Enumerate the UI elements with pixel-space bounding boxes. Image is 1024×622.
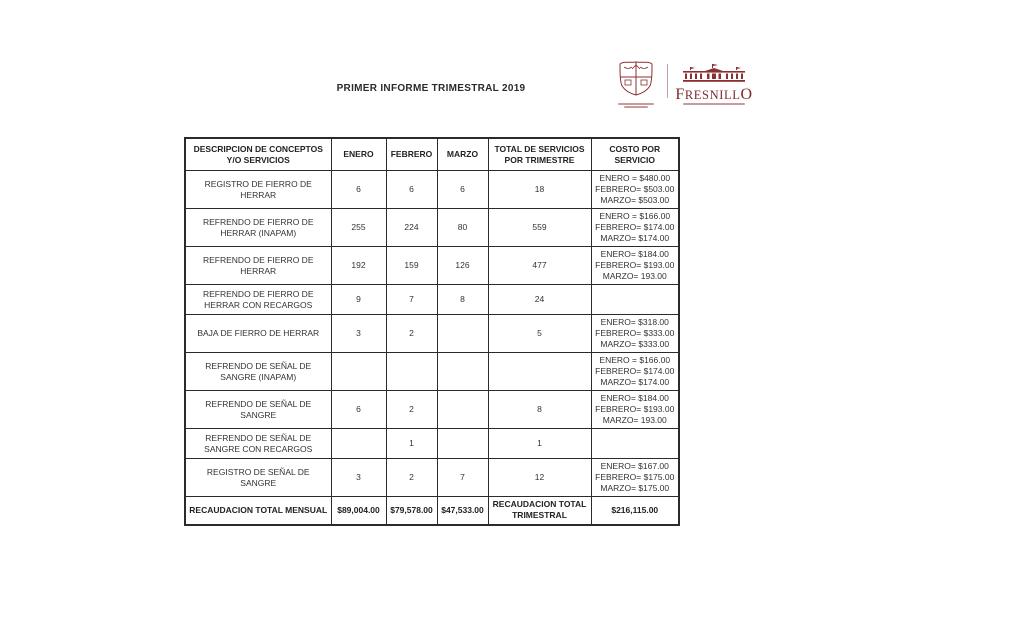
cell-concept: REFRENDO DE SEÑAL DE SANGRE <box>185 391 331 429</box>
cell-enero <box>331 429 386 459</box>
cost-line: MARZO= $333.00 <box>600 339 670 349</box>
cost-line: ENERO= $167.00 <box>600 461 669 471</box>
column-header-total: TOTAL DE SERVICIOS POR TRIMESTRE <box>488 138 591 171</box>
cell-concept: REGISTRO DE SEÑAL DE SANGRE <box>185 459 331 497</box>
cell-concept: REFRENDO DE SEÑAL DE SANGRE (INAPAM) <box>185 353 331 391</box>
total-trimestral-label: RECAUDACION TOTAL TRIMESTRAL <box>488 497 591 525</box>
municipal-logo <box>610 58 760 110</box>
cell-concept: REGISTRO DE FIERRO DE HERRAR <box>185 171 331 209</box>
crest-caption <box>610 103 662 108</box>
column-header-enero: ENERO <box>331 138 386 171</box>
cell-marzo <box>437 391 488 429</box>
cell-concept: REFRENDO DE FIERRO DE HERRAR (INAPAM) <box>185 209 331 247</box>
cell-enero: 3 <box>331 315 386 353</box>
table-row <box>185 315 679 353</box>
cell-marzo <box>437 429 488 459</box>
total-febrero: $79,578.00 <box>386 497 437 525</box>
cell-costs <box>591 429 679 459</box>
table-row <box>185 353 679 391</box>
cell-total <box>488 353 591 391</box>
cell-total: 1 <box>488 429 591 459</box>
logo-divider <box>667 64 668 98</box>
cell-enero: 6 <box>331 391 386 429</box>
cell-enero: 192 <box>331 247 386 285</box>
total-row <box>185 497 679 525</box>
cost-line: ENERO= $184.00 <box>600 393 669 403</box>
logo-caption <box>683 103 745 105</box>
cell-enero <box>331 353 386 391</box>
cell-costs <box>591 315 679 353</box>
cell-febrero: 2 <box>386 315 437 353</box>
cell-costs <box>591 285 679 315</box>
cost-line: ENERO = $166.00 <box>599 355 671 365</box>
table-row <box>185 459 679 497</box>
report-table <box>184 137 680 526</box>
crest-icon <box>614 59 658 97</box>
cell-costs <box>591 247 679 285</box>
cost-line: MARZO= $503.00 <box>600 195 670 205</box>
cell-total: 559 <box>488 209 591 247</box>
cell-concept: REFRENDO DE FIERRO DE HERRAR <box>185 247 331 285</box>
cost-line: FEBRERO= $193.00 <box>595 260 675 270</box>
cell-costs <box>591 209 679 247</box>
cell-marzo: 126 <box>437 247 488 285</box>
cost-line: MARZO= 193.00 <box>602 415 667 425</box>
cell-enero: 255 <box>331 209 386 247</box>
cell-concept: REFRENDO DE SEÑAL DE SANGRE CON RECARGOS <box>185 429 331 459</box>
cell-total: 12 <box>488 459 591 497</box>
table-row <box>185 391 679 429</box>
cost-line: MARZO= $174.00 <box>600 377 670 387</box>
cell-concept: REFRENDO DE FIERRO DE HERRAR CON RECARGOS <box>185 285 331 315</box>
total-row-label: RECAUDACION TOTAL MENSUAL <box>185 497 331 525</box>
crest <box>610 59 662 109</box>
cell-enero: 3 <box>331 459 386 497</box>
header-row <box>185 138 679 171</box>
cell-costs <box>591 391 679 429</box>
cost-line: ENERO = $480.00 <box>599 173 671 183</box>
cost-line: FEBRERO= $193.00 <box>595 404 675 414</box>
cost-line: MARZO= $174.00 <box>600 233 670 243</box>
total-enero: $89,004.00 <box>331 497 386 525</box>
cost-line: MARZO= $175.00 <box>600 483 670 493</box>
table-row <box>185 209 679 247</box>
cell-febrero: 2 <box>386 459 437 497</box>
cost-line: FEBRERO= $175.00 <box>595 472 675 482</box>
table-row <box>185 247 679 285</box>
table-row <box>185 171 679 209</box>
column-header-febrero: FEBRERO <box>386 138 437 171</box>
column-header-costo: COSTO POR SERVICIO <box>591 138 679 171</box>
table-row <box>185 285 679 315</box>
cell-concept: BAJA DE FIERRO DE HERRAR <box>185 315 331 353</box>
cell-marzo <box>437 353 488 391</box>
cell-marzo: 6 <box>437 171 488 209</box>
cell-marzo: 80 <box>437 209 488 247</box>
logo-wordmark: FRESNILLO <box>675 86 753 103</box>
cell-febrero: 1 <box>386 429 437 459</box>
total-marzo: $47,533.00 <box>437 497 488 525</box>
page-title: PRIMER INFORME TRIMESTRAL 2019 <box>336 83 526 94</box>
cell-febrero <box>386 353 437 391</box>
cost-line: MARZO= 193.00 <box>602 271 667 281</box>
cell-total: 8 <box>488 391 591 429</box>
column-header-marzo: MARZO <box>437 138 488 171</box>
cell-costs <box>591 459 679 497</box>
cell-febrero: 159 <box>386 247 437 285</box>
cell-costs <box>591 353 679 391</box>
cell-marzo <box>437 315 488 353</box>
cell-febrero: 6 <box>386 171 437 209</box>
cell-marzo: 8 <box>437 285 488 315</box>
cell-total: 18 <box>488 171 591 209</box>
cost-line: FEBRERO= $333.00 <box>595 328 675 338</box>
cell-total: 477 <box>488 247 591 285</box>
cell-enero: 6 <box>331 171 386 209</box>
cost-line: ENERO= $318.00 <box>600 317 669 327</box>
cell-enero: 9 <box>331 285 386 315</box>
cost-line: FEBRERO= $174.00 <box>595 222 675 232</box>
cell-febrero: 224 <box>386 209 437 247</box>
cost-line: ENERO= $184.00 <box>600 249 669 259</box>
cost-line: FEBRERO= $503.00 <box>595 184 675 194</box>
table-row <box>185 429 679 459</box>
cell-total: 5 <box>488 315 591 353</box>
cell-febrero: 2 <box>386 391 437 429</box>
cell-costs <box>591 171 679 209</box>
column-header-concept: DESCRIPCION DE CONCEPTOS Y/O SERVICIOS <box>185 138 331 171</box>
table-body <box>185 171 679 497</box>
cell-marzo: 7 <box>437 459 488 497</box>
cost-line: FEBRERO= $174.00 <box>595 366 675 376</box>
cost-line: ENERO = $166.00 <box>599 211 671 221</box>
cell-total: 24 <box>488 285 591 315</box>
total-trimestral-amount: $216,115.00 <box>591 497 679 525</box>
building-icon <box>681 63 747 83</box>
cell-febrero: 7 <box>386 285 437 315</box>
